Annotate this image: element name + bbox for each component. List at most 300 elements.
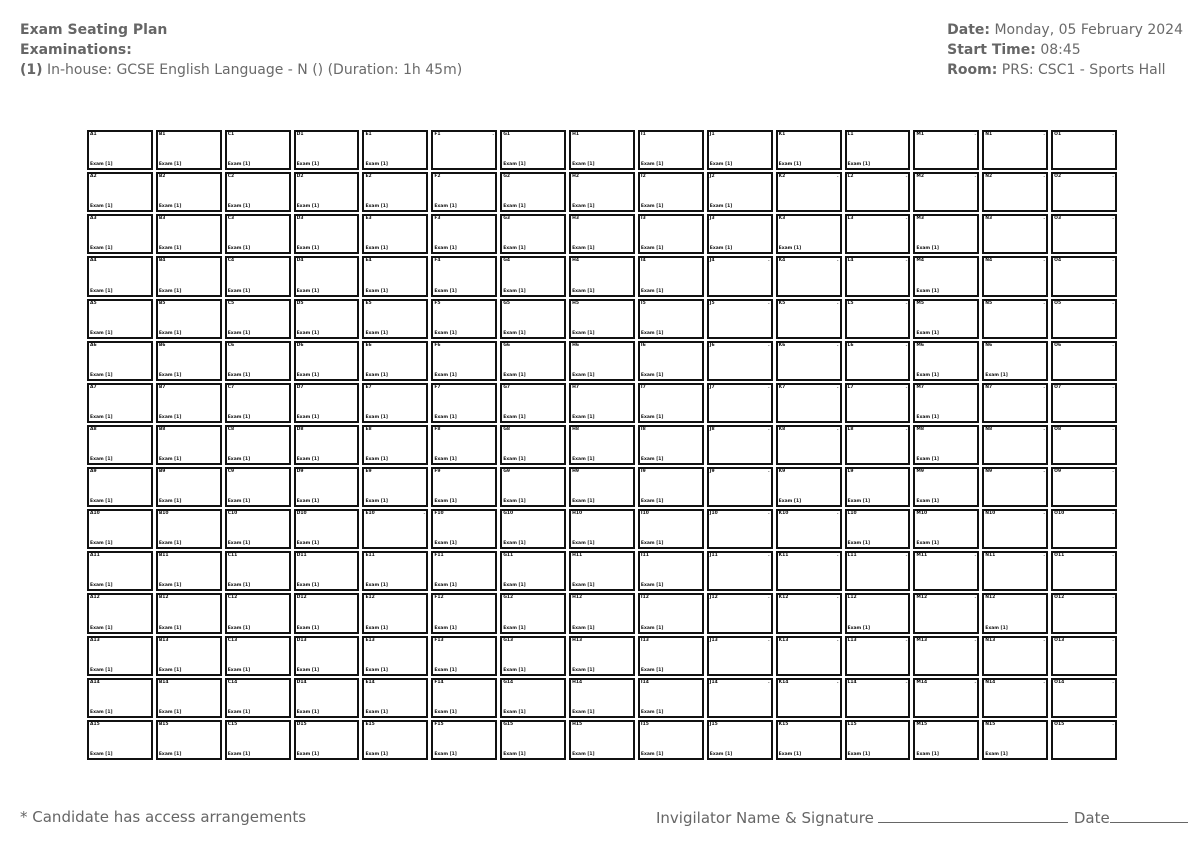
seat-id: J8: [709, 426, 715, 432]
seat-I10: [638, 509, 704, 549]
seat-exam-label: Exam [1]: [503, 625, 526, 631]
seat-id: M8: [916, 426, 924, 432]
seat-F15: [431, 720, 497, 760]
seat-empty-mark: -: [836, 300, 839, 307]
seat-exam-label: Exam [1]: [916, 246, 939, 252]
seat-id: A13: [90, 637, 100, 643]
seat-empty-mark: -: [905, 216, 908, 223]
seat-I3: [638, 214, 704, 254]
seat-H11: [569, 551, 635, 591]
seat-id: B10: [158, 511, 169, 517]
seat-A1: [87, 130, 153, 170]
seat-G8: [500, 425, 566, 465]
seat-N9: [982, 467, 1048, 507]
seat-B6: [156, 341, 222, 381]
seat-id: I2: [640, 174, 646, 180]
seat-D9: [294, 467, 360, 507]
seat-L2: [845, 172, 911, 212]
seat-empty-mark: -: [836, 426, 839, 433]
exam-index: (1): [20, 62, 43, 78]
seat-id: D1: [296, 132, 304, 137]
seat-empty-mark: -: [767, 637, 770, 644]
seat-exam-label: Exam [1]: [227, 457, 251, 463]
seat-E13: [362, 636, 428, 676]
seat-H12: [569, 593, 635, 633]
seat-M8: [913, 425, 979, 465]
seat-empty-mark: -: [974, 132, 977, 138]
seat-id: K11: [778, 553, 789, 559]
seat-K14: [776, 678, 842, 718]
seat-C7: [225, 383, 291, 423]
seat-id: B6: [158, 342, 166, 348]
seat-id: B9: [158, 469, 166, 475]
seat-empty-mark: -: [1043, 300, 1046, 307]
seat-id: F12: [434, 595, 444, 601]
seat-I15: [638, 720, 704, 760]
seat-J1: [707, 130, 773, 170]
seat-exam-label: Exam [1]: [572, 372, 595, 378]
seat-exam-label: Exam [1]: [572, 414, 595, 420]
seat-exam-label: Exam [1]: [503, 709, 526, 715]
seat-exam-label: Exam [1]: [778, 246, 802, 252]
seat-H3: [569, 214, 635, 254]
seat-G15: [500, 720, 566, 760]
seat-exam-label: Exam [1]: [640, 541, 664, 547]
seat-id: C13: [227, 637, 238, 643]
seat-exam-label: Exam [1]: [640, 709, 664, 715]
seat-exam-label: Exam [1]: [572, 288, 595, 294]
seat-F7: [431, 383, 497, 423]
seat-exam-label: Exam [1]: [709, 204, 733, 210]
seat-D5: [294, 299, 360, 339]
seat-F6: [431, 341, 497, 381]
seat-exam-label: Exam [1]: [296, 204, 320, 210]
seat-id: A12: [90, 595, 100, 601]
seat-exam-label: Exam [1]: [434, 457, 457, 463]
seat-G5: [500, 299, 566, 339]
seat-E14: [362, 678, 428, 718]
seat-O11: [1051, 551, 1117, 591]
room-row: [947, 60, 1183, 80]
seat-id: K5: [778, 300, 786, 306]
seat-exam-label: Exam [1]: [847, 541, 871, 547]
seat-id: O6: [1054, 342, 1062, 348]
seat-G14: [500, 678, 566, 718]
seat-B3: [156, 214, 222, 254]
seat-G1: [500, 130, 566, 170]
exam-line: [20, 60, 462, 80]
seat-exam-label: Exam [1]: [90, 414, 113, 420]
seat-exam-label: Exam [1]: [503, 667, 526, 673]
seat-id: C5: [227, 300, 235, 306]
seat-exam-label: Exam [1]: [296, 667, 320, 673]
seat-exam-label: Exam [1]: [365, 204, 388, 210]
start-time-label: Start Time:: [947, 42, 1036, 58]
seat-F4: [431, 256, 497, 296]
seat-M2: [913, 172, 979, 212]
seat-L14: [845, 678, 911, 718]
seat-id: G11: [503, 553, 514, 559]
seat-F2: [431, 172, 497, 212]
seat-id: I9: [640, 469, 646, 475]
seat-empty-mark: -: [1112, 300, 1114, 307]
seat-id: K1: [778, 132, 786, 137]
seat-id: I10: [640, 511, 649, 517]
seat-id: H3: [572, 216, 579, 222]
seat-exam-label: Exam [1]: [90, 752, 113, 757]
seat-O9: [1051, 467, 1117, 507]
seat-exam-label: Exam [1]: [227, 541, 251, 547]
seat-exam-label: Exam [1]: [434, 667, 457, 673]
seat-exam-label: Exam [1]: [365, 457, 388, 463]
seat-exam-label: Exam [1]: [503, 583, 526, 589]
seat-F10: [431, 509, 497, 549]
seat-J2: [707, 172, 773, 212]
seat-exam-label: Exam [1]: [709, 752, 733, 757]
seat-id: A1: [90, 132, 97, 137]
seat-exam-label: Exam [1]: [227, 330, 251, 336]
seat-H6: [569, 341, 635, 381]
seat-A5: [87, 299, 153, 339]
seat-id: H1: [572, 132, 579, 137]
seat-id: K13: [778, 637, 789, 643]
seat-empty-mark: -: [767, 300, 770, 307]
seat-id: H2: [572, 174, 579, 180]
seat-exam-label: Exam [1]: [916, 457, 939, 463]
seat-E12: [362, 593, 428, 633]
seat-L4: [845, 256, 911, 296]
seat-exam-label: Exam [1]: [158, 709, 182, 715]
seat-id: K6: [778, 342, 786, 348]
seat-id: F6: [434, 342, 441, 348]
seat-E6: [362, 341, 428, 381]
seat-O5: [1051, 299, 1117, 339]
seat-id: I11: [640, 553, 649, 559]
seat-id: H11: [572, 553, 583, 559]
seat-id: A8: [90, 426, 97, 432]
seat-exam-label: Exam [1]: [434, 709, 457, 715]
seat-id: N4: [985, 258, 993, 264]
seat-empty-mark: -: [836, 342, 839, 349]
seat-id: K4: [778, 258, 786, 264]
seat-exam-label: Exam [1]: [434, 288, 457, 294]
seat-empty-mark: -: [492, 132, 495, 138]
seat-id: C14: [227, 679, 238, 685]
seat-N10: [982, 509, 1048, 549]
seat-E3: [362, 214, 428, 254]
seat-A10: [87, 509, 153, 549]
seat-id: J1: [709, 132, 715, 137]
seat-id: D13: [296, 637, 307, 643]
seat-C14: [225, 678, 291, 718]
seat-A11: [87, 551, 153, 591]
seat-empty-mark: -: [1043, 216, 1046, 223]
seat-A4: [87, 256, 153, 296]
seat-M6: [913, 341, 979, 381]
seat-exam-label: Exam [1]: [158, 541, 182, 547]
seat-id: J2: [709, 174, 715, 180]
seat-exam-label: Exam [1]: [572, 204, 595, 210]
seat-empty-mark: -: [905, 679, 908, 686]
seat-id: B11: [158, 553, 169, 559]
seat-empty-mark: -: [905, 174, 908, 181]
seat-id: E7: [365, 384, 372, 390]
seat-empty-mark: -: [1112, 511, 1114, 518]
seat-empty-mark: -: [1112, 637, 1114, 644]
seat-D12: [294, 593, 360, 633]
seat-exam-label: Exam [1]: [365, 330, 388, 336]
seat-exam-label: Exam [1]: [227, 625, 251, 631]
seat-id: A5: [90, 300, 97, 306]
seat-id: A3: [90, 216, 97, 222]
seat-exam-label: Exam [1]: [503, 204, 526, 210]
signature-area: [656, 808, 1188, 827]
seat-empty-mark: -: [1112, 721, 1114, 728]
seat-exam-label: Exam [1]: [296, 330, 320, 336]
seat-exam-label: Exam [1]: [778, 162, 802, 168]
seat-id: D5: [296, 300, 304, 306]
seat-exam-label: Exam [1]: [365, 288, 388, 294]
seat-id: B8: [158, 426, 166, 432]
seat-exam-label: Exam [1]: [985, 625, 1008, 631]
seat-id: C9: [227, 469, 235, 475]
seat-id: C12: [227, 595, 238, 601]
seat-exam-label: Exam [1]: [640, 204, 664, 210]
seat-id: I13: [640, 637, 649, 643]
seat-empty-mark: -: [905, 637, 908, 644]
seat-id: F7: [434, 384, 441, 390]
seat-id: H14: [572, 679, 583, 685]
seat-exam-label: Exam [1]: [227, 162, 251, 168]
seat-empty-mark: -: [767, 342, 770, 349]
seat-I5: [638, 299, 704, 339]
seat-exam-label: Exam [1]: [985, 752, 1008, 757]
seat-I12: [638, 593, 704, 633]
seat-id: O3: [1054, 216, 1062, 222]
seat-id: E10: [365, 511, 375, 517]
seat-empty-mark: -: [905, 426, 908, 433]
seat-exam-label: Exam [1]: [90, 499, 113, 505]
seat-id: O12: [1054, 595, 1065, 601]
seat-empty-mark: -: [1043, 511, 1046, 518]
seat-id: K8: [778, 426, 786, 432]
seat-D6: [294, 341, 360, 381]
room-value: PRS: CSC1 - Sports Hall: [1001, 62, 1166, 78]
seat-empty-mark: -: [1112, 342, 1114, 349]
seat-E4: [362, 256, 428, 296]
seat-G6: [500, 341, 566, 381]
seat-G4: [500, 256, 566, 296]
seat-empty-mark: -: [974, 637, 977, 644]
page-title: Exam Seating Plan: [20, 22, 168, 38]
seat-H9: [569, 467, 635, 507]
seat-exam-label: Exam [1]: [916, 330, 939, 336]
seat-exam-label: Exam [1]: [227, 372, 251, 378]
seat-empty-mark: -: [974, 553, 977, 560]
seat-B12: [156, 593, 222, 633]
seat-exam-label: Exam [1]: [434, 414, 457, 420]
seat-exam-label: Exam [1]: [572, 752, 595, 757]
seat-A14: [87, 678, 153, 718]
seat-G3: [500, 214, 566, 254]
seat-empty-mark: -: [905, 342, 908, 349]
seat-id: D10: [296, 511, 307, 517]
seat-id: L2: [847, 174, 854, 180]
seat-id: A2: [90, 174, 97, 180]
seat-empty-mark: -: [836, 553, 839, 560]
seat-exam-label: Exam [1]: [434, 246, 457, 252]
seat-id: D11: [296, 553, 307, 559]
seat-D7: [294, 383, 360, 423]
seat-N12: [982, 593, 1048, 633]
seat-M10: [913, 509, 979, 549]
seat-id: L5: [847, 300, 854, 306]
seat-I7: [638, 383, 704, 423]
seat-id: D15: [296, 721, 307, 727]
seat-exam-label: Exam [1]: [847, 499, 871, 505]
seat-exam-label: Exam [1]: [158, 457, 182, 463]
seat-empty-mark: -: [767, 595, 770, 602]
exam-description: In-house: GCSE English Language - N () (Duration: 1h 45m): [47, 62, 463, 78]
seat-id: B15: [158, 721, 169, 727]
seat-id: D9: [296, 469, 304, 475]
seat-M7: [913, 383, 979, 423]
seat-id: E5: [365, 300, 372, 306]
seat-empty-mark: -: [767, 679, 770, 686]
seat-id: O11: [1054, 553, 1065, 559]
start-time-row: [947, 40, 1183, 60]
seat-id: E1: [365, 132, 372, 137]
seat-exam-label: Exam [1]: [640, 667, 664, 673]
seat-H13: [569, 636, 635, 676]
seat-exam-label: Exam [1]: [365, 667, 388, 673]
seat-id: I15: [640, 721, 649, 727]
seating-grid: [87, 130, 1117, 760]
seat-exam-label: Exam [1]: [365, 372, 388, 378]
seat-id: O2: [1054, 174, 1062, 180]
seat-id: A4: [90, 258, 97, 264]
seat-exam-label: Exam [1]: [640, 414, 664, 420]
seat-K15: [776, 720, 842, 760]
seat-N4: [982, 256, 1048, 296]
seat-id: M6: [916, 342, 924, 348]
seat-empty-mark: -: [836, 595, 839, 602]
seat-exam-label: Exam [1]: [916, 752, 939, 757]
seat-id: I6: [640, 342, 646, 348]
seat-empty-mark: -: [1112, 469, 1114, 476]
seat-exam-label: Exam [1]: [503, 372, 526, 378]
seat-N14: [982, 678, 1048, 718]
seat-id: F4: [434, 258, 441, 264]
seat-B15: [156, 720, 222, 760]
seat-id: L8: [847, 426, 854, 432]
seat-id: A9: [90, 469, 97, 475]
seat-exam-label: Exam [1]: [158, 667, 182, 673]
seat-exam-label: Exam [1]: [640, 288, 664, 294]
seat-id: E6: [365, 342, 372, 348]
seat-J12: [707, 593, 773, 633]
seat-O14: [1051, 678, 1117, 718]
seat-exam-label: Exam [1]: [847, 625, 871, 631]
seat-O7: [1051, 383, 1117, 423]
seat-exam-label: Exam [1]: [296, 709, 320, 715]
seat-id: I12: [640, 595, 649, 601]
seat-exam-label: Exam [1]: [90, 372, 113, 378]
seat-G10: [500, 509, 566, 549]
seat-J3: [707, 214, 773, 254]
seat-id: N14: [985, 679, 996, 685]
seat-id: E11: [365, 553, 375, 559]
seat-id: D8: [296, 426, 304, 432]
seat-empty-mark: -: [974, 679, 977, 686]
seat-D15: [294, 720, 360, 760]
seat-M14: [913, 678, 979, 718]
seat-id: N9: [985, 469, 993, 475]
seat-exam-label: Exam [1]: [158, 330, 182, 336]
seat-G11: [500, 551, 566, 591]
seat-empty-mark: -: [1043, 426, 1046, 433]
seat-M3: [913, 214, 979, 254]
seat-id: A11: [90, 553, 100, 559]
seat-exam-label: Exam [1]: [434, 625, 457, 631]
seat-D11: [294, 551, 360, 591]
seat-H5: [569, 299, 635, 339]
seat-C9: [225, 467, 291, 507]
seat-I2: [638, 172, 704, 212]
seat-O2: [1051, 172, 1117, 212]
seat-L13: [845, 636, 911, 676]
seat-id: K3: [778, 216, 786, 222]
seat-id: L14: [847, 679, 857, 685]
seat-id: F2: [434, 174, 441, 180]
seat-K12: [776, 593, 842, 633]
seat-B4: [156, 256, 222, 296]
seat-empty-mark: -: [974, 174, 977, 181]
seat-C12: [225, 593, 291, 633]
seat-id: J11: [709, 553, 718, 559]
seat-B7: [156, 383, 222, 423]
seat-id: K2: [778, 174, 786, 180]
seat-C2: [225, 172, 291, 212]
seat-E5: [362, 299, 428, 339]
seat-id: D3: [296, 216, 304, 222]
seat-id: H4: [572, 258, 579, 264]
seat-exam-label: Exam [1]: [434, 541, 457, 547]
seat-id: H10: [572, 511, 583, 517]
seat-empty-mark: -: [836, 637, 839, 644]
seat-A7: [87, 383, 153, 423]
seat-empty-mark: -: [767, 469, 770, 476]
seat-id: F10: [434, 511, 444, 517]
seat-id: F3: [434, 216, 441, 222]
seat-id: M9: [916, 469, 924, 475]
seat-empty-mark: -: [905, 258, 908, 265]
seat-E9: [362, 467, 428, 507]
seat-id: N13: [985, 637, 996, 643]
seat-M12: [913, 593, 979, 633]
seat-exam-label: Exam [1]: [158, 752, 182, 757]
seat-id: C4: [227, 258, 235, 264]
seat-empty-mark: -: [1043, 679, 1046, 686]
seat-empty-mark: -: [1112, 426, 1114, 433]
seat-id: G13: [503, 637, 514, 643]
seat-exam-label: Exam [1]: [916, 499, 939, 505]
seat-empty-mark: -: [1043, 384, 1046, 391]
seat-D10: [294, 509, 360, 549]
seat-id: N12: [985, 595, 996, 601]
seat-empty-mark: -: [767, 511, 770, 518]
seat-E8: [362, 425, 428, 465]
